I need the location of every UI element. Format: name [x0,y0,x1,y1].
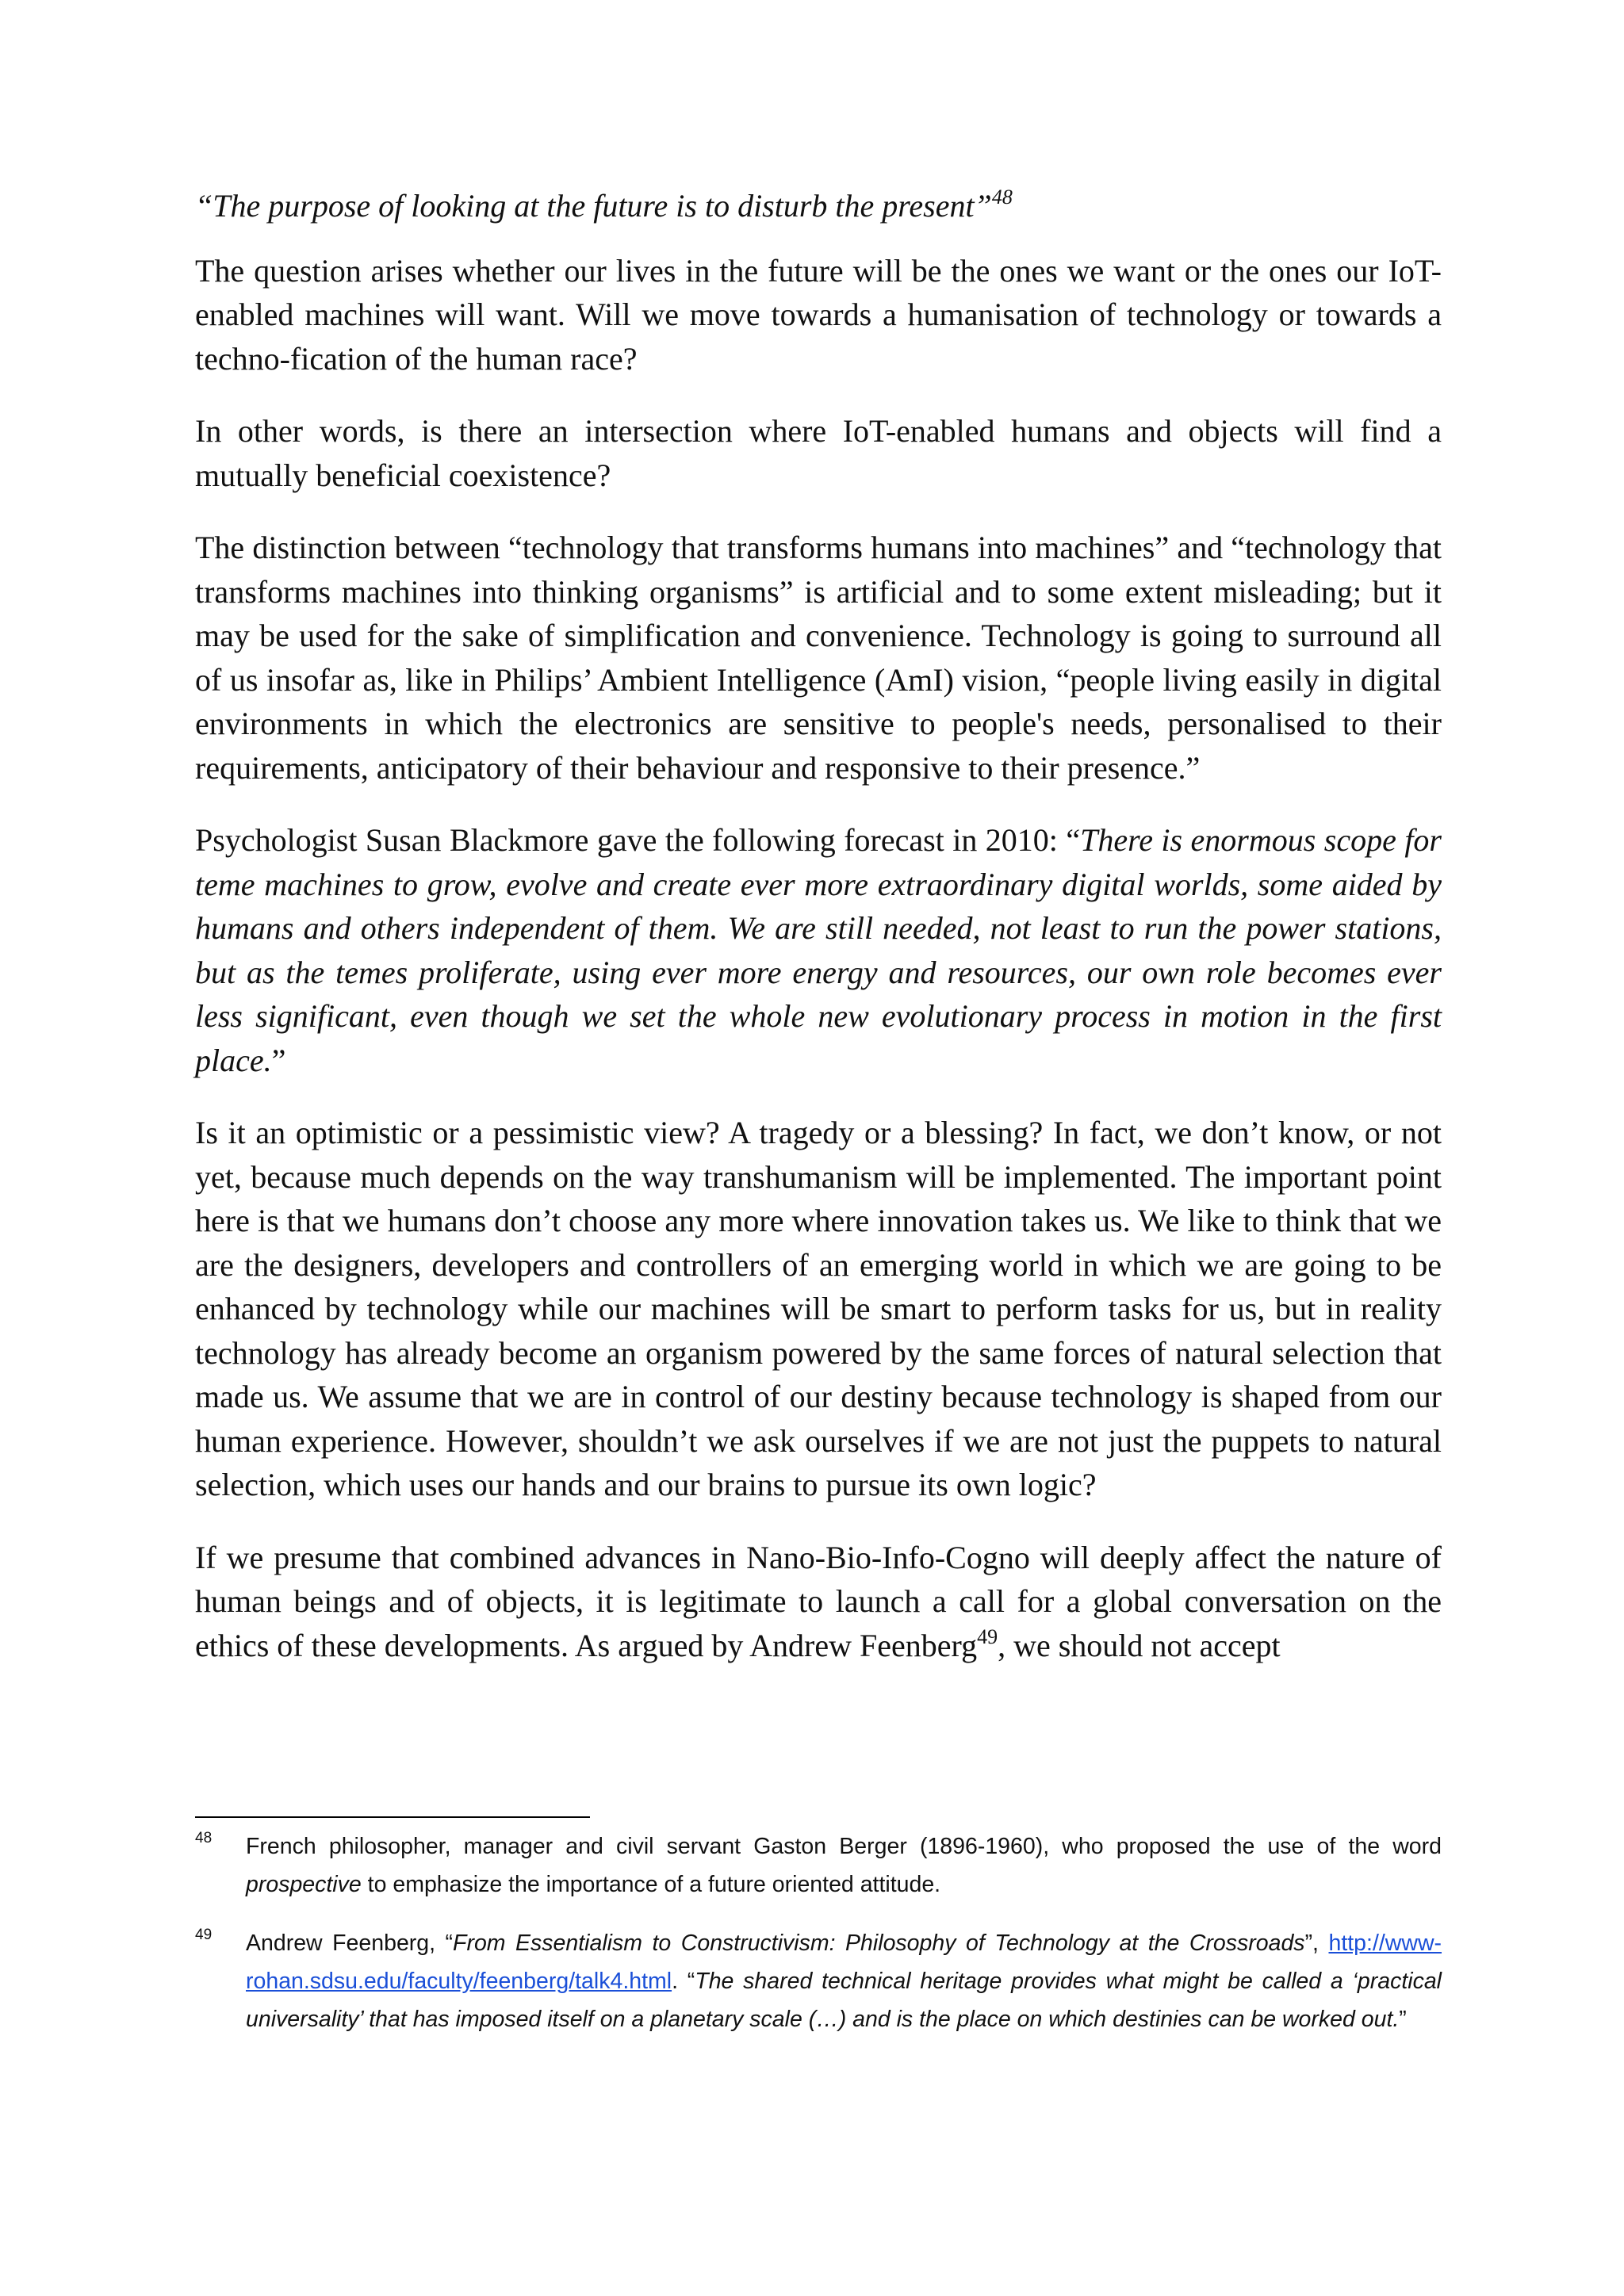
paragraph-4-intro: Psychologist Susan Blackmore gave the following forecast in 2010: “ [195,822,1081,858]
footnote-quote-open: . “ [672,1969,695,1994]
footnote-ref-48[interactable]: 48 [991,186,1013,209]
epigraph [195,184,1442,228]
feenberg-link[interactable]: http://www-rohan.sdsu.edu/faculty/feenberg/talk4.html [246,1931,1442,1994]
footnote-48 [195,1827,1442,1904]
paragraph-6 [195,1536,1442,1668]
body-text [195,184,1442,1696]
paragraph-4-close: ” [271,1042,286,1078]
footnote-quote-close: ” [1399,2007,1407,2032]
footnote-author: Andrew Feenberg, “ [246,1931,454,1956]
footnote-italic-term: prospective [246,1872,362,1897]
footnote-text-end: to emphasize the importance of a future oriented attitude. [361,1872,941,1897]
footnote-quote: The shared technical heritage provides what might be called a ‘practical universality’ that has imposed itself on a planetary scale (…) and is the place on which destinies can be worked out. [246,1969,1442,2032]
paragraph-2: In other words, is there an intersection where IoT-enabled humans and objects will find a mutually beneficial coexistence? [195,413,1442,493]
footnotes [195,1827,1442,2059]
footnote-49 [195,1924,1442,2038]
paragraph-6-text: If we presume that combined advances in Nano-Bio-Info-Cogno will deeply affect the nature of human beings and of objects, it is legitimate to launch a call for a global conversation on the ethics of these developments. As argued by Andrew Feenberg [195,1539,1442,1663]
footnote-ref-49[interactable]: 49 [977,1624,998,1648]
footnote-number: 48 [195,1830,213,1846]
paragraph-5: Is it an optimistic or a pessimistic view? A tragedy or a blessing? In fact, we don’t know, or not yet, because much depends on the way transhumanism will be implemented. The important point here is that we humans don’t choose any more where innovation takes us. We like to think that we are the designers, developers and controllers of an emerging world in which we are going to be enhanced by technology while our machines will be smart to perform tasks for us, but in reality technology has already become an organism powered by the same forces of natural selection that made us. We assume that we are in control of our destiny because technology is shaped from our human experience. However, shouldn’t we ask ourselves if we are not just the puppets to natural selection, which uses our hands and our brains to pursue its own logic? [195,1115,1442,1502]
paragraph-3: The distinction between “technology that transforms humans into machines” and “technology that transforms machines into thinking organisms” is artificial and to some extent misleading; but it may be used for the sake of simplification and convenience. Technology is going to surround all of us insofar as, like in Philips’ Ambient Intelligence (AmI) vision, “people living easily in digital environments in which the electronics are sensitive to people's needs, personalised to their requirements, anticipatory of their behaviour and responsive to their presence.” [195,530,1442,786]
footnote-separator [195,1816,590,1818]
paragraph-6-tail: , we should not accept [998,1627,1281,1663]
footnote-number: 49 [195,1927,213,1943]
paragraph-1: The question arises whether our lives in the future will be the ones we want or the ones our IoT-enabled machines will want. Will we move towards a humanisation of technology or towards a techno-fication of the human race? [195,252,1442,377]
footnote-title: From Essentialism to Constructivism: Philosophy of Technology at the Crossroads [453,1931,1305,1956]
footnote-text: French philosopher, manager and civil servant Gaston Berger (1896-1960), who proposed the use of the word [246,1834,1442,1859]
epigraph-text: “The purpose of looking at the future is to disturb the present” [195,188,992,224]
paragraph-4 [195,818,1442,1082]
footnote-title-close: ”, [1304,1931,1329,1956]
blackmore-quote: There is enormous scope for teme machines to grow, evolve and create ever more extraordinary digital worlds, some aided by humans and others independent of them. We are still needed, not least to run the power stations, but as the temes proliferate, using ever more energy and resources, our own role becomes ever less significant, even though we set the whole new evolutionary process in motion in the first place. [195,822,1442,1078]
